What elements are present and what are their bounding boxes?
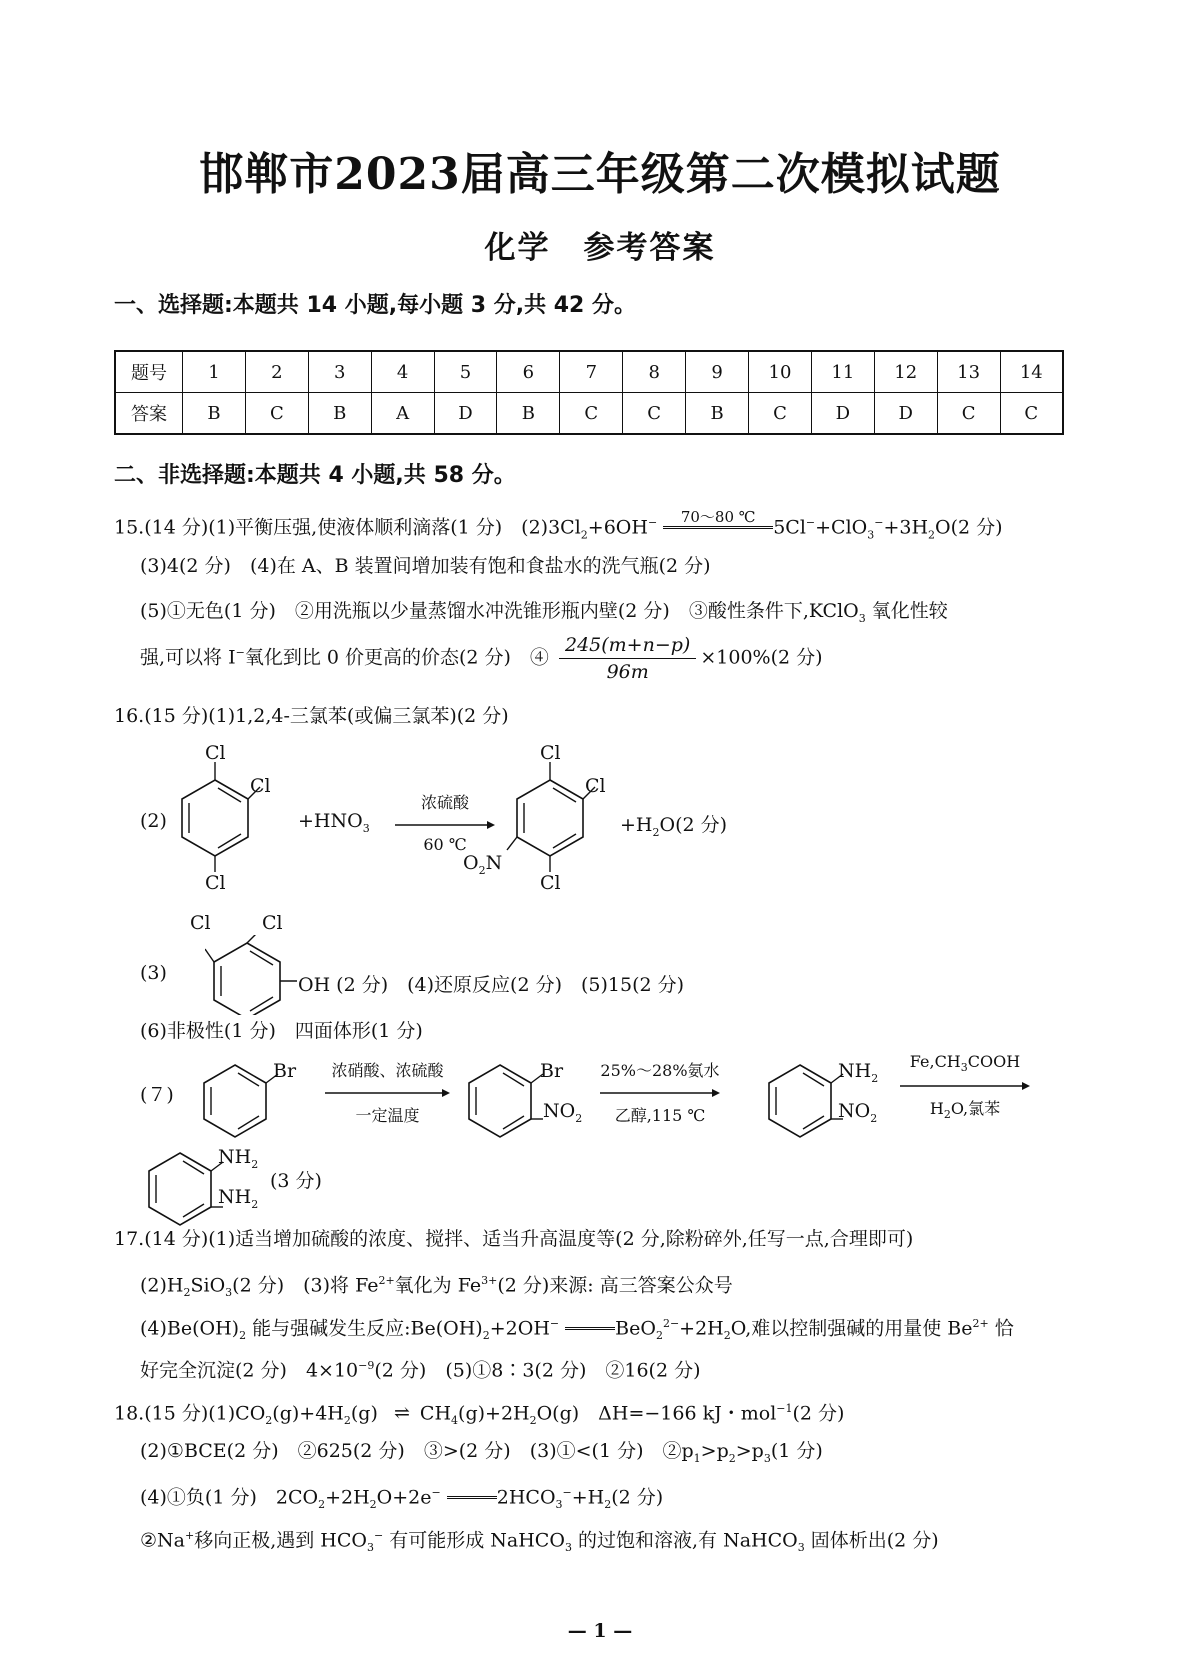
yield-fraction: $\frac{245(m+n-p)}{96m}$ (559, 632, 696, 685)
q16-part2-label: (2) (140, 810, 167, 832)
no2-label: $NO_2$ (838, 1100, 878, 1125)
q16-line1: 16.(15 分)(1)1,2,4-三氯苯(或偏三氯苯)(2 分) (114, 705, 509, 727)
q17-line3: $(4)Be(OH)_2$ 能与强碱发生反应$:Be(OH)_2+2OH^-$ $BeO_2^{2-}+2H_2O$,难以控制强碱的用量使 $Be^{2+}$ 恰 (140, 1317, 1014, 1343)
table-cell: B (183, 393, 246, 435)
table-cell: B (308, 393, 371, 435)
hno3-reagent: $+HNO_3$ (298, 810, 370, 835)
reaction-arrow-3: 25%～28%氨水 乙醇,115 ℃ (600, 1061, 720, 1125)
cl-label: Cl (205, 742, 226, 764)
bromonitrobenzene-structure (465, 1060, 545, 1140)
table-cell: 10 (749, 351, 812, 393)
table-cell: B (686, 393, 749, 435)
q16-part7-score: (3 分) (270, 1170, 322, 1192)
no2-label: $NO_2$ (543, 1100, 583, 1125)
page-title: 邯郸市2023届高三年级第二次模拟试题 (199, 149, 1001, 200)
q16-part7-label: (７) (140, 1084, 174, 1106)
q18-line2: (2)①BCE(2 分) ②625(2 分) ③>(2 分) (3)①<(1 分) $②p_1>p_2>p_3(1$ 分) (140, 1440, 823, 1465)
q17-line2: $(2)H_2SiO_3(2$ 分) (3)将 $Fe^{2+}$氧化为 $Fe^{3+}(2$ 分)来源: 高三答案公众号 (140, 1274, 733, 1300)
nitroaniline-structure (765, 1060, 845, 1140)
q16-part3-label: (3) (140, 962, 167, 984)
table-cell: 6 (497, 351, 560, 393)
equals-sign (565, 1327, 615, 1332)
cl-label: Cl (205, 872, 226, 894)
table-cell: D (434, 393, 497, 435)
water-product: $+H_2O(2$ 分) (620, 814, 728, 839)
table-cell: 5 (434, 351, 497, 393)
reaction-condition: 70～80 ℃ (663, 508, 773, 549)
table-cell: 11 (811, 351, 874, 393)
table-cell: 3 (308, 351, 371, 393)
q18-line4: ②Na+移向正极,遇到 $HCO_3^-$ 有可能形成 NaHCO$_3$ 的过饱和溶液,有 NaHCO$_3$ 固体析出(2 分) (140, 1529, 939, 1555)
q17-line1: 17.(14 分)(1)适当增加硫酸的浓度、搅拌、适当升高温度等(2 分,除粉碎外,任写一点,合理即可) (114, 1228, 914, 1250)
q15-line1: 15.(14 分)(1)平衡压强,使液体顺利滴落(1 分) $(2)3Cl_2+6OH^-$ 70～80 ℃ $5Cl^-+ClO_3^-+3H_2O(2$ 分) (114, 508, 1003, 549)
q16-part6: (6)非极性(1 分) 四面体形(1 分) (140, 1020, 423, 1042)
br-label: Br (273, 1060, 297, 1082)
section2-heading: 二、非选择题:本题共 4 小题,共 58 分。 (114, 463, 516, 488)
section1-heading: 一、选择题:本题共 14 小题,每小题 3 分,共 42 分。 (114, 293, 637, 318)
table-cell: D (874, 393, 937, 435)
table-cell: B (497, 393, 560, 435)
equilibrium-arrow: ⇌ (393, 1402, 410, 1425)
table-cell: 8 (623, 351, 686, 393)
table-cell: C (1000, 393, 1063, 435)
nh2-label: $NH_2$ (838, 1060, 879, 1085)
q15-line4: 强,可以将 I−氧化到比 0 价更高的价态(2 分) ④ $\frac{245(m+n-p)}{96m}$ ×100%(2 分) (140, 634, 823, 683)
table-cell: D (811, 393, 874, 435)
table-cell: C (937, 393, 1000, 435)
table-cell: 7 (560, 351, 623, 393)
q15-line3: (5)①无色(1 分) ②用洗瓶以少量蒸馏水冲洗锥形瓶内壁(2 分) ③酸性条件下,KClO$_3$ 氧化性较 (140, 600, 948, 625)
cl-label: Cl (540, 872, 561, 894)
cl-label: Cl (540, 742, 561, 764)
reaction-arrow-1: 浓硫酸 60 ℃ (395, 790, 495, 854)
cl-label: Cl (250, 775, 271, 797)
bromobenzene-structure (200, 1060, 280, 1140)
table-cell: 4 (371, 351, 434, 393)
table-cell: 9 (686, 351, 749, 393)
page-subtitle: 化学 参考答案 (484, 230, 716, 266)
dichlorophenol-structure (205, 935, 305, 1015)
table-cell: 14 (1000, 351, 1063, 393)
nh2-label: $NH_2$ (218, 1186, 259, 1211)
q15-line2: (3)4(2 分) (4)在 A、B 装置间增加装有饱和食盐水的洗气瓶(2 分) (140, 555, 711, 577)
reaction-arrow-2: 浓硝酸、浓硫酸 一定温度 (325, 1058, 450, 1126)
table-row-numbers (115, 351, 1063, 393)
table-header-cell: 答案 (115, 393, 183, 435)
table-cell: 2 (245, 351, 308, 393)
q18-line1: 18.(15 分)$(1)CO_2(g)+4H_2(g)$ ⇌ $CH_4(g)+2H_2O(g)$ ΔH=−166 kJ・mol$^{-1}$(2 分) (114, 1402, 845, 1428)
br-label: Br (540, 1060, 564, 1082)
reaction-arrow-4: $Fe,CH_3COOH$ $H_2O$,氯苯 (900, 1052, 1030, 1121)
table-cell: C (623, 393, 686, 435)
page-number: — 1 — (567, 1620, 633, 1642)
cl-label: Cl (190, 912, 211, 934)
q18-line3: (4)①负(1 分) $2CO_2+2H_2O+2e^-$ $2HCO_3^-+H_2(2$ 分) (140, 1486, 664, 1512)
equals-sign (447, 1496, 497, 1501)
table-header-cell: 题号 (115, 351, 183, 393)
answer-table (114, 350, 1064, 435)
table-cell: C (560, 393, 623, 435)
cl-label: Cl (262, 912, 283, 934)
q17-line4: 好完全沉淀(2 分) $4\times 10^{-9}(2$ 分) (5)①8∶3(2 分) ②16(2 分) (140, 1359, 701, 1382)
table-cell: A (371, 393, 434, 435)
table-cell: 1 (183, 351, 246, 393)
q16-part3-text: OH (2 分) (4)还原反应(2 分) (5)15(2 分) (298, 974, 685, 996)
cl-label: Cl (585, 775, 606, 797)
nh2-label: $NH_2$ (218, 1146, 259, 1171)
nitro-trichlorobenzene-structure (505, 740, 625, 890)
table-cell: C (245, 393, 308, 435)
trichlorobenzene-structure (170, 740, 290, 890)
table-cell: 13 (937, 351, 1000, 393)
table-cell: 12 (874, 351, 937, 393)
table-cell: C (749, 393, 812, 435)
phenylenediamine-structure (145, 1148, 225, 1228)
o2n-label: $O_2N$ (463, 852, 503, 877)
table-row-answers (115, 393, 1063, 435)
